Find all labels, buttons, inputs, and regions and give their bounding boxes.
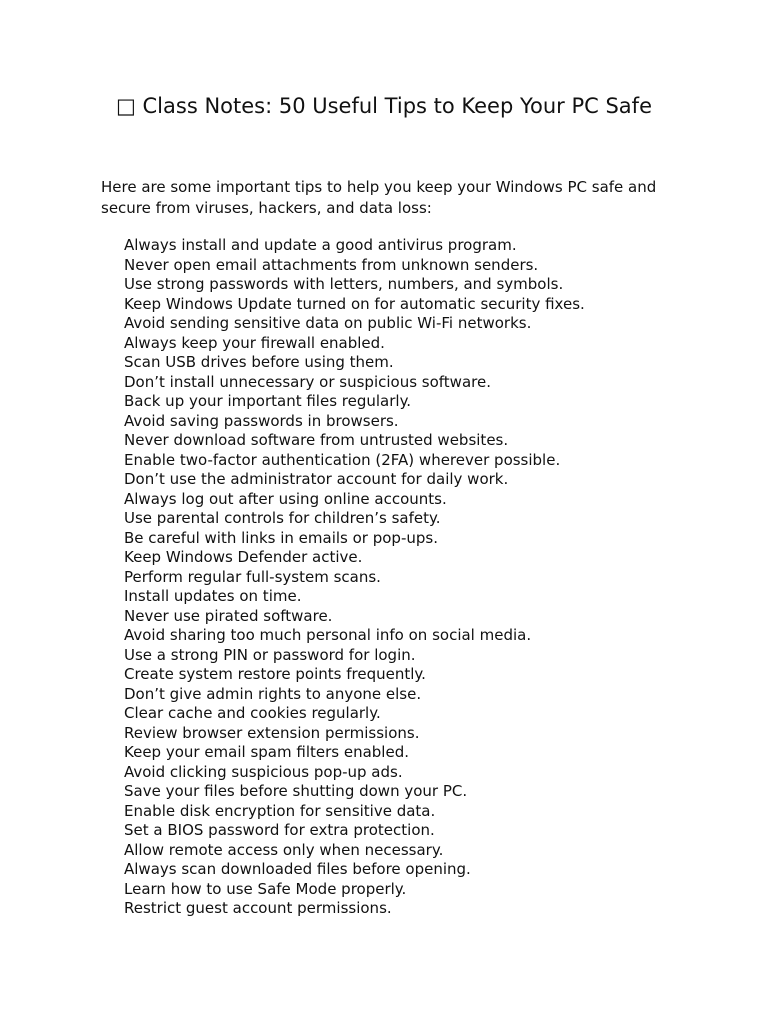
tip-item: Back up your important files regularly. (124, 392, 412, 410)
tip-item: Use a strong PIN or password for login. (124, 645, 416, 664)
tip-item: Don’t install unnecessary or suspicious software. (124, 372, 491, 391)
tip-item: Avoid clicking suspicious pop-up ads. (124, 762, 403, 781)
tip-item: Avoid sharing too much personal info on social media. (124, 626, 532, 644)
tip-item: Allow remote access only when necessary. (124, 840, 444, 859)
tip-item: Scan USB drives before using them. (124, 353, 394, 371)
tip-item: Always install and update a good antivirus program. (124, 236, 517, 254)
tip-item: Avoid saving passwords in browsers. (124, 411, 399, 430)
tip-item: Use strong passwords with letters, numbers, and symbols. (124, 275, 564, 293)
tip-item: Restrict guest account permissions. (124, 899, 392, 917)
tip-item: Never use pirated software. (124, 606, 333, 625)
tips-list (124, 236, 585, 919)
tip-item: Keep Windows Update turned on for automatic security fixes. (124, 294, 585, 313)
page-title: □ Class Notes: 50 Useful Tips to Keep Your PC Safe (116, 94, 652, 118)
tip-item: Keep your email spam filters enabled. (124, 743, 409, 761)
tip-item: Be careful with links in emails or pop-ups. (124, 528, 438, 547)
tip-item: Don’t use the administrator account for daily work. (124, 470, 509, 488)
tip-item: Always scan downloaded files before opening. (124, 860, 471, 878)
tip-item: Use parental controls for children’s safety. (124, 509, 441, 527)
tip-item: Learn how to use Safe Mode properly. (124, 879, 407, 898)
tip-item: Enable disk encryption for sensitive data. (124, 801, 436, 820)
tip-item: Review browser extension permissions. (124, 723, 420, 742)
tip-item: Avoid sending sensitive data on public Wi-Fi networks. (124, 314, 532, 332)
tip-item: Keep Windows Defender active. (124, 548, 363, 566)
tip-item: Set a BIOS password for extra protection. (124, 821, 435, 839)
tip-item: Always keep your firewall enabled. (124, 333, 385, 352)
tip-item: Save your files before shutting down your PC. (124, 782, 468, 800)
tip-item: Never open email attachments from unknown senders. (124, 255, 539, 274)
intro-paragraph: Here are some important tips to help you keep your Windows PC safe and secure from viruses, hackers, and data loss: (101, 178, 657, 217)
tip-item: Create system restore points frequently. (124, 665, 426, 683)
tip-item: Don’t give admin rights to anyone else. (124, 684, 422, 703)
tip-item: Clear cache and cookies regularly. (124, 704, 381, 722)
tip-item: Enable two-factor authentication (2FA) wherever possible. (124, 450, 561, 469)
tip-item: Perform regular full-system scans. (124, 567, 381, 586)
tip-item: Install updates on time. (124, 587, 302, 605)
tip-item: Always log out after using online accounts. (124, 489, 447, 508)
tip-item: Never download software from untrusted websites. (124, 431, 509, 449)
